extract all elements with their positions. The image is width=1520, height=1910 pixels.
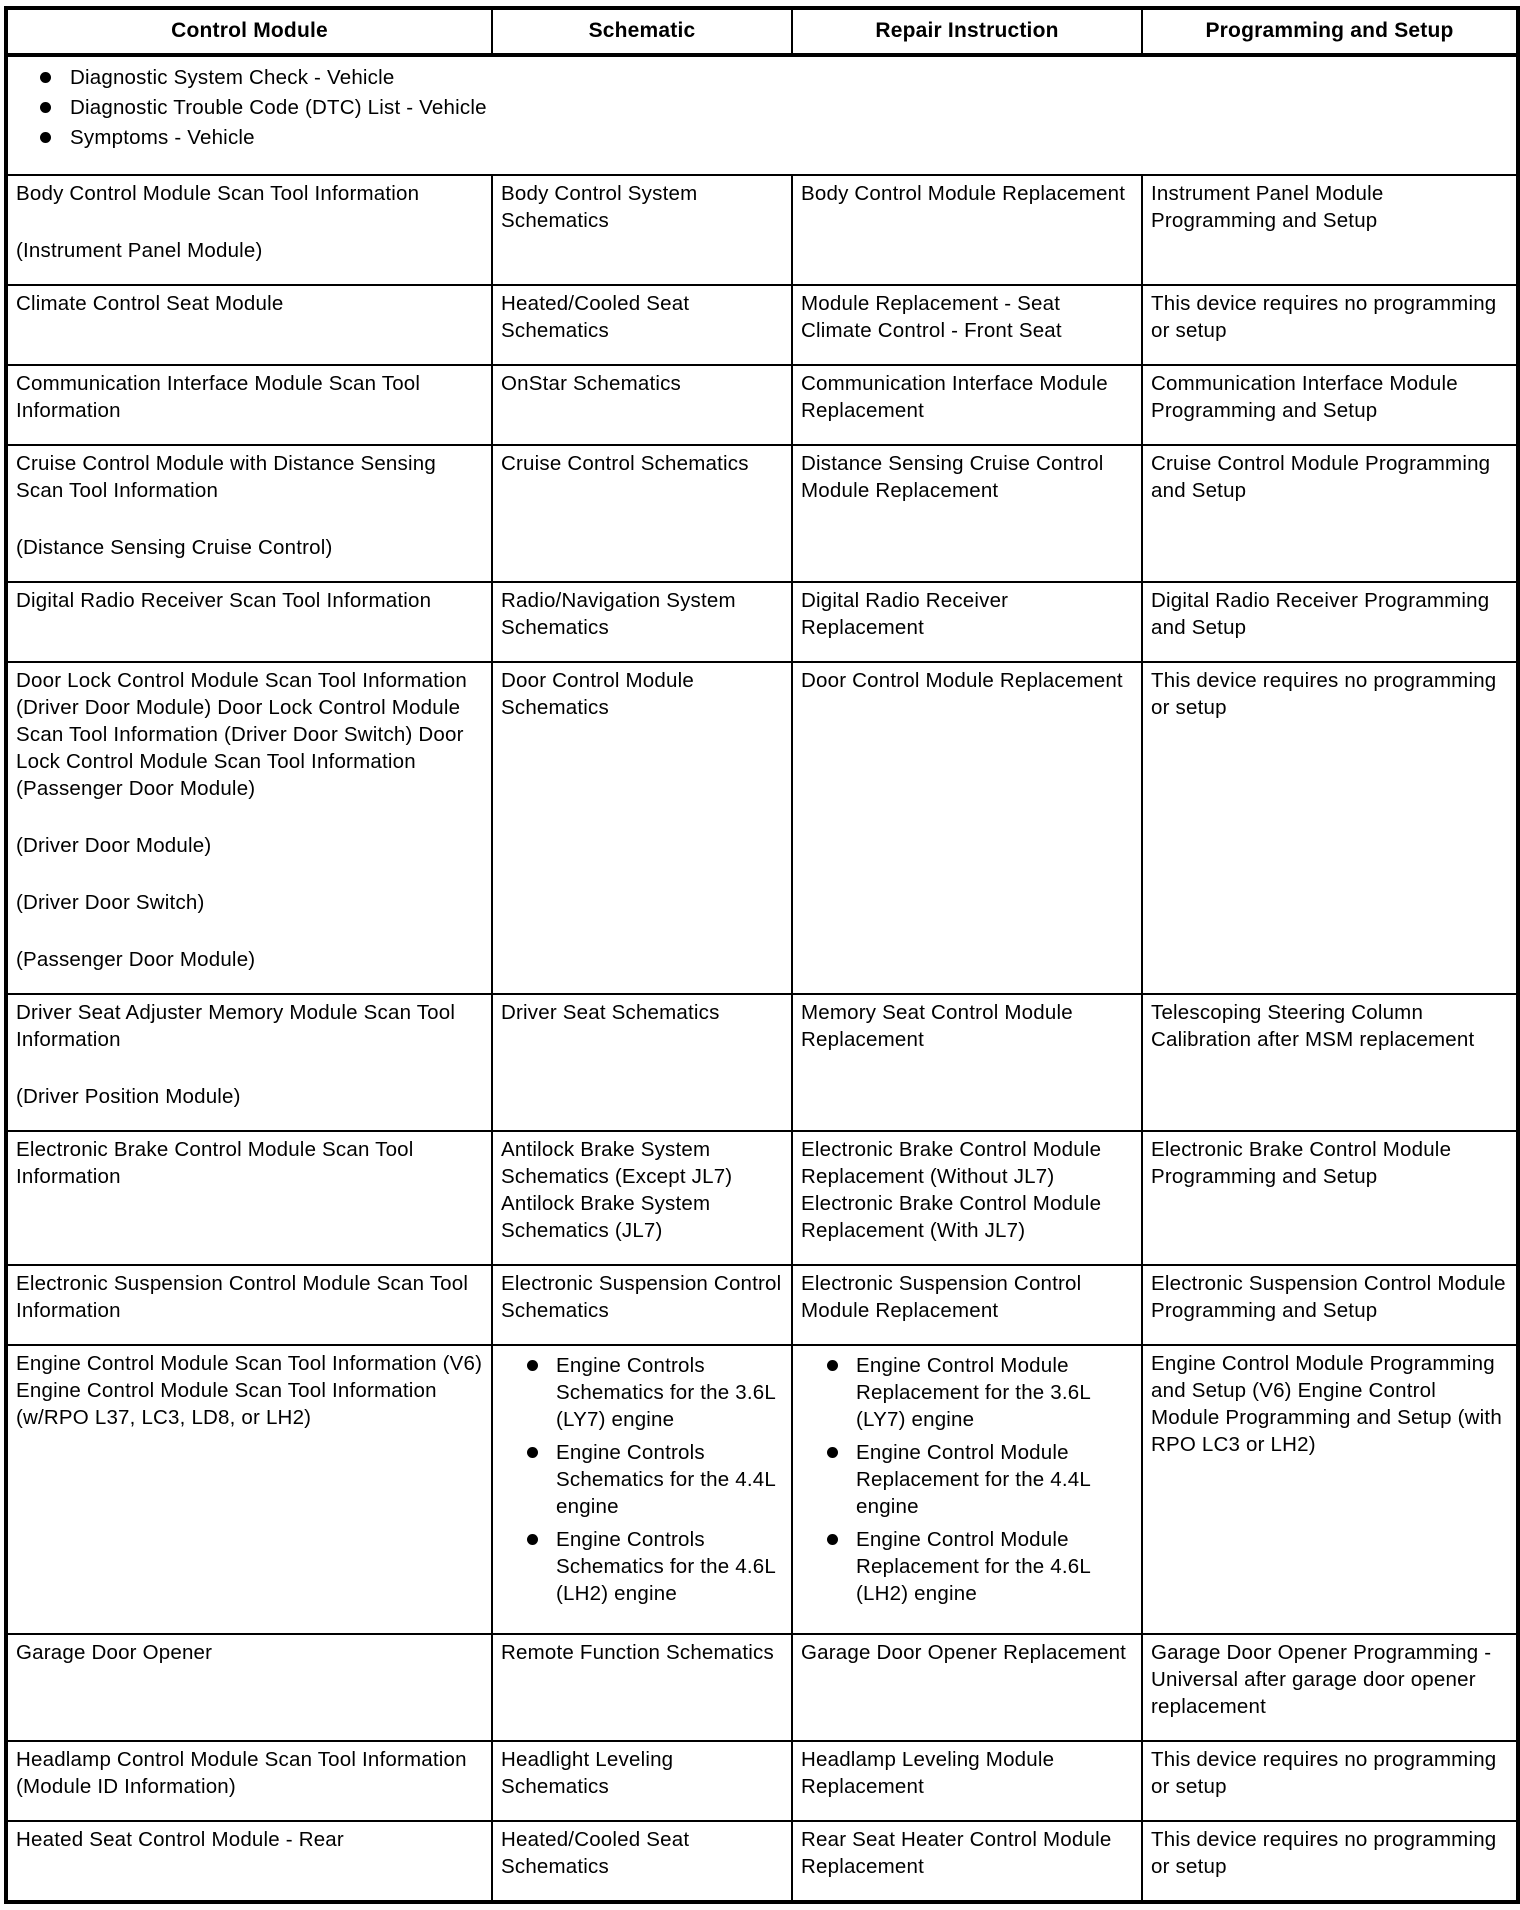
cell-text: Headlamp Leveling Module Replacement — [801, 1748, 1055, 1798]
cell-bullet-item — [501, 1526, 785, 1607]
programming-cell — [1142, 1345, 1518, 1634]
repair-instruction-cell — [792, 582, 1142, 662]
schematic-cell — [492, 994, 792, 1131]
cell-text: This device requires no programming or setup — [1151, 669, 1497, 719]
cell-text: Engine Controls Schematics for the 4.4L engine — [556, 1441, 776, 1518]
control-module-cell — [6, 1131, 492, 1265]
cell-text: (Passenger Door Module) — [16, 948, 256, 971]
schematic-cell — [492, 1265, 792, 1345]
control-module-cell — [6, 994, 492, 1131]
cell-text: Cruise Control Schematics — [501, 452, 749, 475]
cell-text: Communication Interface Module Replacement — [801, 372, 1108, 422]
schematic-cell — [492, 445, 792, 582]
cell-text: Telescoping Steering Column Calibration after MSM replacement — [1151, 1001, 1475, 1051]
repair-instruction-cell — [792, 285, 1142, 365]
repair-instruction-cell — [792, 1265, 1142, 1345]
control-module-cell — [6, 582, 492, 662]
repair-instruction-cell — [792, 1131, 1142, 1265]
header-row — [6, 8, 1518, 55]
cell-text: (Distance Sensing Cruise Control) — [16, 536, 333, 559]
cell-text: Cruise Control Module with Distance Sensing Scan Tool Information — [16, 452, 436, 502]
cell-text: Electronic Suspension Control Module Replacement — [801, 1272, 1082, 1322]
repair-instruction-cell — [792, 662, 1142, 994]
control-module-cell — [6, 1741, 492, 1821]
cell-text: Heated Seat Control Module - Rear — [16, 1828, 344, 1851]
schematic-cell — [492, 1741, 792, 1821]
cell-text: Engine Control Module Replacement for the 4.4L engine — [856, 1441, 1091, 1518]
table-body — [6, 55, 1518, 1902]
cell-text: Garage Door Opener — [16, 1641, 213, 1664]
schematic-cell — [492, 662, 792, 994]
diagnostic-links-cell — [6, 55, 1518, 175]
table-row — [6, 582, 1518, 662]
table-row — [6, 175, 1518, 285]
cell-text: Driver Seat Schematics — [501, 1001, 720, 1024]
cell-text: Engine Control Module Programming and Setup (V6) Engine Control Module Programming and Setup (with RPO LC3 or LH2) — [1151, 1352, 1502, 1456]
cell-text: Climate Control Seat Module — [16, 292, 284, 315]
cell-text: Body Control Module Replacement — [801, 182, 1126, 205]
bullet-icon — [527, 1534, 538, 1545]
schematic-cell — [492, 175, 792, 285]
table-row — [6, 1131, 1518, 1265]
programming-cell — [1142, 175, 1518, 285]
cell-text: Module Replacement - Seat Climate Control - Front Seat — [801, 292, 1062, 342]
cell-text: Headlamp Control Module Scan Tool Information (Module ID Information) — [16, 1748, 467, 1798]
cell-text: Digital Radio Receiver Scan Tool Information — [16, 589, 432, 612]
cell-text: Engine Control Module Replacement for the 4.6L (LH2) engine — [856, 1528, 1091, 1605]
bullet-icon — [527, 1447, 538, 1458]
cell-text: This device requires no programming or setup — [1151, 292, 1497, 342]
control-module-cell — [6, 445, 492, 582]
cell-text: Cruise Control Module Programming and Setup — [1151, 452, 1491, 502]
programming-cell — [1142, 1131, 1518, 1265]
table-row — [6, 1634, 1518, 1741]
diagnostic-links-row — [6, 55, 1518, 175]
bullet-icon — [40, 132, 51, 143]
schematic-cell — [492, 365, 792, 445]
bullet-icon — [827, 1447, 838, 1458]
bullet-icon — [40, 72, 51, 83]
cell-text: This device requires no programming or setup — [1151, 1748, 1497, 1798]
cell-text: Headlight Leveling Schematics — [501, 1748, 674, 1798]
repair-instruction-cell — [792, 1741, 1142, 1821]
cell-bullet-item — [801, 1526, 1135, 1607]
repair-instruction-cell — [792, 365, 1142, 445]
cell-text: Digital Radio Receiver Programming and Setup — [1151, 589, 1490, 639]
cell-text: Communication Interface Module Programming and Setup — [1151, 372, 1458, 422]
cell-text: Garage Door Opener Replacement — [801, 1641, 1127, 1664]
repair-instruction-cell — [792, 994, 1142, 1131]
table-row — [6, 994, 1518, 1131]
cell-text: Body Control System Schematics — [501, 182, 698, 232]
schematic-cell — [492, 285, 792, 365]
cell-text: Engine Controls Schematics for the 3.6L (LY7) engine — [556, 1354, 776, 1431]
table-row — [6, 445, 1518, 582]
column-header-schematic: Schematic — [492, 8, 792, 55]
column-header-control-module: Control Module — [6, 8, 492, 55]
programming-cell — [1142, 582, 1518, 662]
control-module-cell — [6, 365, 492, 445]
repair-instruction-cell — [792, 445, 1142, 582]
cell-bullet-item — [501, 1352, 785, 1433]
cell-text: Instrument Panel Module Programming and Setup — [1151, 182, 1384, 232]
repair-instruction-cell — [792, 1634, 1142, 1741]
cell-text: Electronic Brake Control Module Replacement (Without JL7) Electronic Brake Control Module Replacement (With JL7) — [801, 1138, 1102, 1242]
control-module-cell — [6, 1634, 492, 1741]
cell-text: (Driver Position Module) — [16, 1085, 241, 1108]
control-module-cell — [6, 1345, 492, 1634]
cell-text: Garage Door Opener Programming - Universal after garage door opener replacement — [1151, 1641, 1492, 1718]
cell-text: Electronic Suspension Control Module Programming and Setup — [1151, 1272, 1506, 1322]
cell-text: Memory Seat Control Module Replacement — [801, 1001, 1073, 1051]
cell-bullet-item — [801, 1352, 1135, 1433]
programming-cell — [1142, 662, 1518, 994]
cell-text: Heated/Cooled Seat Schematics — [501, 292, 690, 342]
table-row — [6, 1345, 1518, 1634]
cell-bullet-item — [501, 1439, 785, 1520]
diagnostic-link-item — [16, 94, 1510, 121]
control-module-cell — [6, 662, 492, 994]
table-row — [6, 1741, 1518, 1821]
cell-text: Engine Controls Schematics for the 4.6L (LH2) engine — [556, 1528, 776, 1605]
programming-cell — [1142, 994, 1518, 1131]
cell-text: Electronic Suspension Control Schematics — [501, 1272, 782, 1322]
programming-cell — [1142, 285, 1518, 365]
cell-text: Electronic Suspension Control Module Scan Tool Information — [16, 1272, 469, 1322]
programming-cell — [1142, 445, 1518, 582]
diagnostic-link-label: Symptoms - Vehicle — [70, 126, 255, 149]
cell-text: Body Control Module Scan Tool Information — [16, 182, 420, 205]
cell-text: Driver Seat Adjuster Memory Module Scan Tool Information — [16, 1001, 456, 1051]
cell-text: Electronic Brake Control Module Scan Tool Information — [16, 1138, 414, 1188]
control-module-cell — [6, 285, 492, 365]
cell-text: Radio/Navigation System Schematics — [501, 589, 736, 639]
programming-cell — [1142, 1265, 1518, 1345]
bullet-icon — [827, 1534, 838, 1545]
repair-instruction-cell — [792, 175, 1142, 285]
schematic-cell — [492, 1131, 792, 1265]
schematic-cell — [492, 582, 792, 662]
cell-text: Heated/Cooled Seat Schematics — [501, 1828, 690, 1878]
control-module-reference-table — [4, 6, 1520, 1904]
cell-text: Communication Interface Module Scan Tool Information — [16, 372, 421, 422]
cell-text: (Driver Door Switch) — [16, 891, 205, 914]
bullet-icon — [527, 1360, 538, 1371]
cell-text: Distance Sensing Cruise Control Module Replacement — [801, 452, 1104, 502]
cell-text: (Instrument Panel Module) — [16, 239, 263, 262]
table-row — [6, 662, 1518, 994]
cell-text: Rear Seat Heater Control Module Replacement — [801, 1828, 1112, 1878]
table-row — [6, 1265, 1518, 1345]
bullet-icon — [40, 102, 51, 113]
table-row — [6, 285, 1518, 365]
cell-text: Door Lock Control Module Scan Tool Information (Driver Door Module) Door Lock Control Module Scan Tool Information (Driver Door Switch) Door Lock Control Module Scan Tool Information (Passenger Door Module) — [16, 669, 467, 800]
column-header-repair-instruction: Repair Instruction — [792, 8, 1142, 55]
cell-text: Electronic Brake Control Module Programming and Setup — [1151, 1138, 1452, 1188]
cell-text: Engine Control Module Replacement for the 3.6L (LY7) engine — [856, 1354, 1091, 1431]
schematic-cell — [492, 1345, 792, 1634]
cell-text: Remote Function Schematics — [501, 1641, 774, 1664]
bullet-icon — [827, 1360, 838, 1371]
cell-text: Door Control Module Replacement — [801, 669, 1123, 692]
cell-text: Engine Control Module Scan Tool Information (V6) Engine Control Module Scan Tool Information (w/RPO L37, LC3, LD8, or LH2) — [16, 1352, 483, 1429]
control-module-cell — [6, 175, 492, 285]
cell-text: OnStar Schematics — [501, 372, 681, 395]
diagnostic-link-item — [16, 124, 1510, 151]
diagnostic-link-label: Diagnostic Trouble Code (DTC) List - Vehicle — [70, 96, 487, 119]
repair-instruction-cell — [792, 1345, 1142, 1634]
schematic-cell — [492, 1634, 792, 1741]
programming-cell — [1142, 365, 1518, 445]
programming-cell — [1142, 1741, 1518, 1821]
cell-text: Antilock Brake System Schematics (Except JL7) Antilock Brake System Schematics (JL7) — [501, 1138, 733, 1242]
column-header-programming-and-setup: Programming and Setup — [1142, 8, 1518, 55]
table-row — [6, 365, 1518, 445]
cell-text: This device requires no programming or setup — [1151, 1828, 1497, 1878]
diagnostic-link-label: Diagnostic System Check - Vehicle — [70, 66, 395, 89]
programming-cell — [1142, 1634, 1518, 1741]
cell-text: (Driver Door Module) — [16, 834, 212, 857]
control-module-cell — [6, 1265, 492, 1345]
cell-bullet-item — [801, 1439, 1135, 1520]
cell-text: Digital Radio Receiver Replacement — [801, 589, 1009, 639]
cell-text: Door Control Module Schematics — [501, 669, 694, 719]
diagnostic-link-item — [16, 64, 1510, 91]
